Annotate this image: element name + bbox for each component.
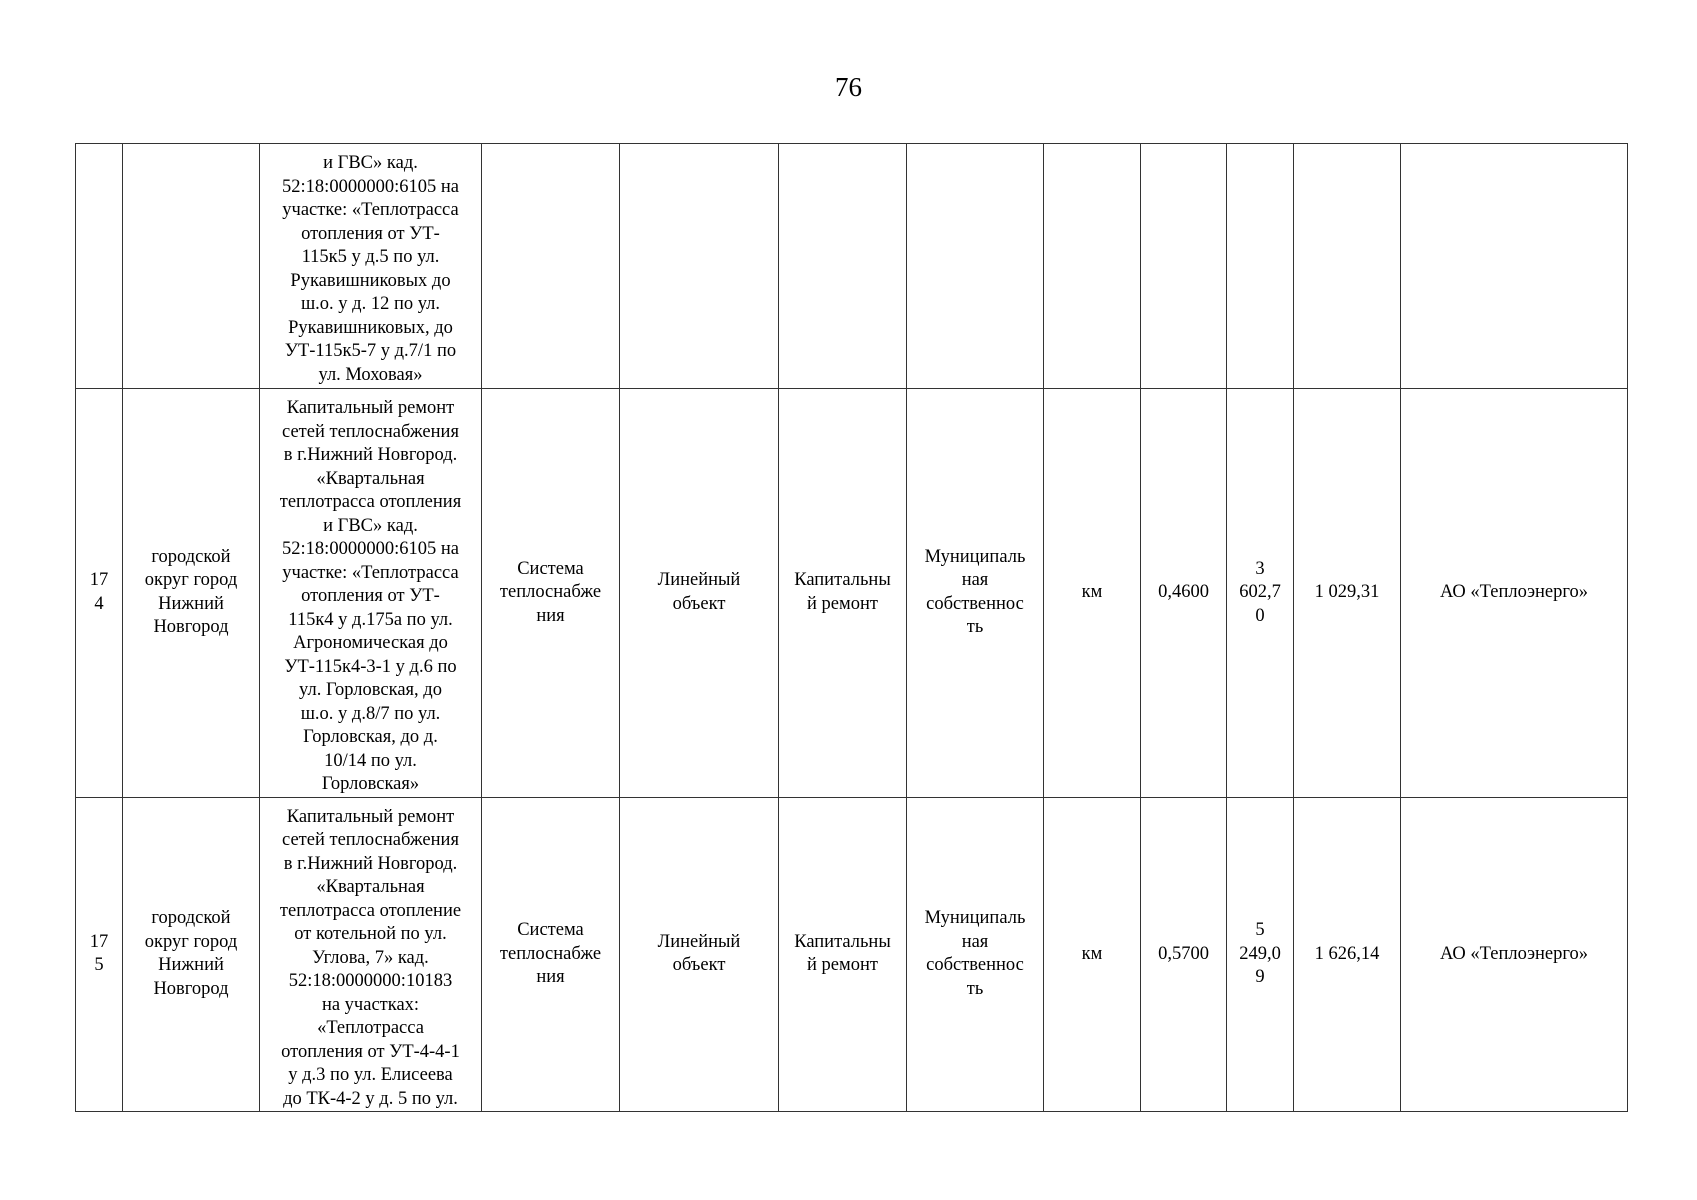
cell-line: Новгород bbox=[153, 978, 229, 999]
work-type-cell bbox=[779, 389, 907, 798]
cell-line: округ город bbox=[144, 570, 238, 591]
operator-cell: АО «Теплоэнерго» bbox=[1401, 389, 1628, 798]
row-number-cell bbox=[76, 144, 123, 389]
cell-line: отопления от УТ- bbox=[301, 223, 440, 244]
cell-line: 115к5 у д.5 по ул. bbox=[301, 247, 440, 267]
table-row bbox=[76, 144, 1628, 389]
cell-line: теплоснабже bbox=[499, 943, 602, 964]
cell-line: УТ-115к4-3-1 у д.6 по bbox=[284, 656, 457, 677]
cell-line: ш.о. у д.8/7 по ул. bbox=[300, 703, 441, 724]
cell-line: 52:18:0000000:10183 bbox=[288, 971, 453, 991]
cell-line: теплотрасса отопления bbox=[279, 492, 462, 512]
cell-line: Рукавишниковых до bbox=[290, 270, 451, 291]
cell-line: Линейный bbox=[657, 931, 741, 952]
municipality-cell bbox=[123, 389, 260, 798]
object-type-cell bbox=[620, 144, 779, 389]
cell-line: 115к4 у д.175а по ул. bbox=[288, 609, 453, 630]
system-cell bbox=[482, 144, 620, 389]
cell-line: ул. Горловская, до bbox=[299, 680, 442, 700]
cell-line: 0 bbox=[1255, 605, 1265, 626]
cell-line: сетей теплоснабжения bbox=[282, 830, 459, 850]
cell-line: «Квартальная bbox=[316, 468, 425, 489]
cell-line: на участках: bbox=[321, 994, 420, 1015]
cell-line: 249,0 bbox=[1239, 943, 1281, 964]
cell-line: Система bbox=[517, 558, 584, 579]
cell-line: «Квартальная bbox=[316, 877, 425, 897]
cell-line: ная bbox=[961, 570, 989, 591]
cell-line: й ремонт bbox=[807, 593, 878, 614]
cell-line: собственнос bbox=[926, 593, 1024, 614]
cost-year-cell: 1 626,14 bbox=[1294, 797, 1401, 1112]
cell-line: 52:18:0000000:6105 на bbox=[282, 176, 459, 197]
cell-line: городской bbox=[151, 908, 231, 929]
cell-line: ная bbox=[961, 931, 989, 952]
table-body bbox=[76, 144, 1628, 1112]
cell-line: объект bbox=[672, 955, 726, 976]
description-cell bbox=[260, 389, 482, 798]
cell-line: 10/14 по ул. bbox=[324, 750, 417, 771]
cost-year-cell: 1 029,31 bbox=[1294, 389, 1401, 798]
table-row bbox=[76, 389, 1628, 798]
cell-line: ш.о. у д. 12 по ул. bbox=[300, 294, 441, 314]
municipality-cell bbox=[123, 797, 260, 1112]
cell-line: отопления от УТ- bbox=[301, 586, 440, 606]
description-cell bbox=[260, 797, 482, 1112]
work-type-cell bbox=[779, 144, 907, 389]
cell-line: 4 bbox=[94, 593, 104, 614]
cell-line: 9 bbox=[1255, 967, 1265, 987]
cost-total-cell bbox=[1227, 389, 1294, 798]
cell-line: теплотрасса отопление bbox=[279, 900, 462, 921]
cell-line: 52:18:0000000:6105 на bbox=[282, 539, 459, 559]
cell-line: отопления от УТ-4-4-1 bbox=[281, 1041, 460, 1062]
row-number-cell bbox=[76, 797, 123, 1112]
work-type-cell bbox=[779, 797, 907, 1112]
system-cell bbox=[482, 389, 620, 798]
cell-line: «Теплотрасса bbox=[317, 1018, 424, 1038]
cell-line: Горловская» bbox=[321, 774, 420, 794]
cell-line: от котельной по ул. bbox=[294, 924, 447, 944]
cell-line: Агрономическая до bbox=[293, 633, 448, 653]
quantity-cell: 0,4600 bbox=[1141, 389, 1227, 798]
cell-line: и ГВС» кад. bbox=[323, 153, 418, 173]
cell-line: 5 bbox=[94, 955, 104, 976]
cell-line: 3 bbox=[1255, 558, 1265, 579]
cell-line: Углова, 7» кад. bbox=[312, 947, 429, 968]
cell-line: Капитальны bbox=[794, 570, 891, 591]
cell-line: Муниципаль bbox=[924, 908, 1026, 929]
cell-line: 602,7 bbox=[1239, 582, 1281, 602]
cell-line: Капитальный ремонт bbox=[286, 806, 455, 827]
table-row bbox=[76, 797, 1628, 1112]
cell-line: Нижний bbox=[158, 593, 224, 614]
municipality-cell bbox=[123, 144, 260, 389]
cell-line: Нижний bbox=[158, 955, 224, 976]
cell-line: Система bbox=[517, 920, 584, 940]
description-cell bbox=[260, 144, 482, 389]
cell-line: Рукавишниковых, до bbox=[288, 317, 453, 338]
cell-line: округ город bbox=[144, 931, 238, 952]
cell-line: до ТК-4-2 у д. 5 по ул. bbox=[283, 1088, 458, 1109]
cell-line: и ГВС» кад. bbox=[323, 515, 418, 536]
cell-line: ть bbox=[966, 978, 984, 999]
cell-line: в г.Нижний Новгород. bbox=[283, 853, 458, 874]
object-type-cell bbox=[620, 797, 779, 1112]
cell-line: й ремонт bbox=[807, 955, 878, 976]
cell-line: участке: «Теплотрасса bbox=[282, 562, 459, 583]
cost-year-cell bbox=[1294, 144, 1401, 389]
cost-total-cell bbox=[1227, 144, 1294, 389]
ownership-cell bbox=[907, 144, 1044, 389]
cell-line: городской bbox=[151, 546, 231, 567]
cell-line: участке: «Теплотрасса bbox=[282, 200, 459, 220]
cell-line: Линейный bbox=[657, 570, 741, 591]
cell-line: объект bbox=[672, 593, 726, 614]
quantity-cell: 0,5700 bbox=[1141, 797, 1227, 1112]
data-table bbox=[75, 143, 1628, 1112]
quantity-cell bbox=[1141, 144, 1227, 389]
ownership-cell bbox=[907, 797, 1044, 1112]
cell-line: Муниципаль bbox=[924, 546, 1026, 567]
operator-cell bbox=[1401, 144, 1628, 389]
cell-line: Капитальны bbox=[794, 931, 891, 952]
object-type-cell bbox=[620, 389, 779, 798]
cell-line: ния bbox=[536, 605, 565, 626]
cost-total-cell bbox=[1227, 797, 1294, 1112]
row-number-cell bbox=[76, 389, 123, 798]
cell-line: ния bbox=[536, 967, 565, 987]
cell-line: у д.3 по ул. Елисеева bbox=[288, 1065, 453, 1085]
ownership-cell bbox=[907, 389, 1044, 798]
operator-cell: АО «Теплоэнерго» bbox=[1401, 797, 1628, 1112]
cell-line: УТ-115к5-7 у д.7/1 по bbox=[284, 341, 457, 361]
cell-line: сетей теплоснабжения bbox=[282, 421, 459, 442]
cell-line: собственнос bbox=[926, 955, 1024, 976]
cell-line: 17 bbox=[89, 570, 109, 591]
cell-line: 17 bbox=[89, 931, 109, 952]
cell-line: 5 bbox=[1255, 920, 1265, 940]
page-number: 76 bbox=[835, 72, 862, 102]
cell-line: в г.Нижний Новгород. bbox=[283, 445, 458, 465]
system-cell bbox=[482, 797, 620, 1112]
cell-line: Горловская, до д. bbox=[303, 727, 438, 747]
unit-cell: км bbox=[1044, 389, 1141, 798]
cell-line: Новгород bbox=[153, 617, 229, 638]
unit-cell bbox=[1044, 144, 1141, 389]
cell-line: теплоснабже bbox=[499, 582, 602, 602]
cell-line: Капитальный ремонт bbox=[286, 398, 455, 418]
unit-cell: км bbox=[1044, 797, 1141, 1112]
cell-line: ть bbox=[966, 617, 984, 638]
cell-line: ул. Моховая» bbox=[318, 364, 423, 385]
